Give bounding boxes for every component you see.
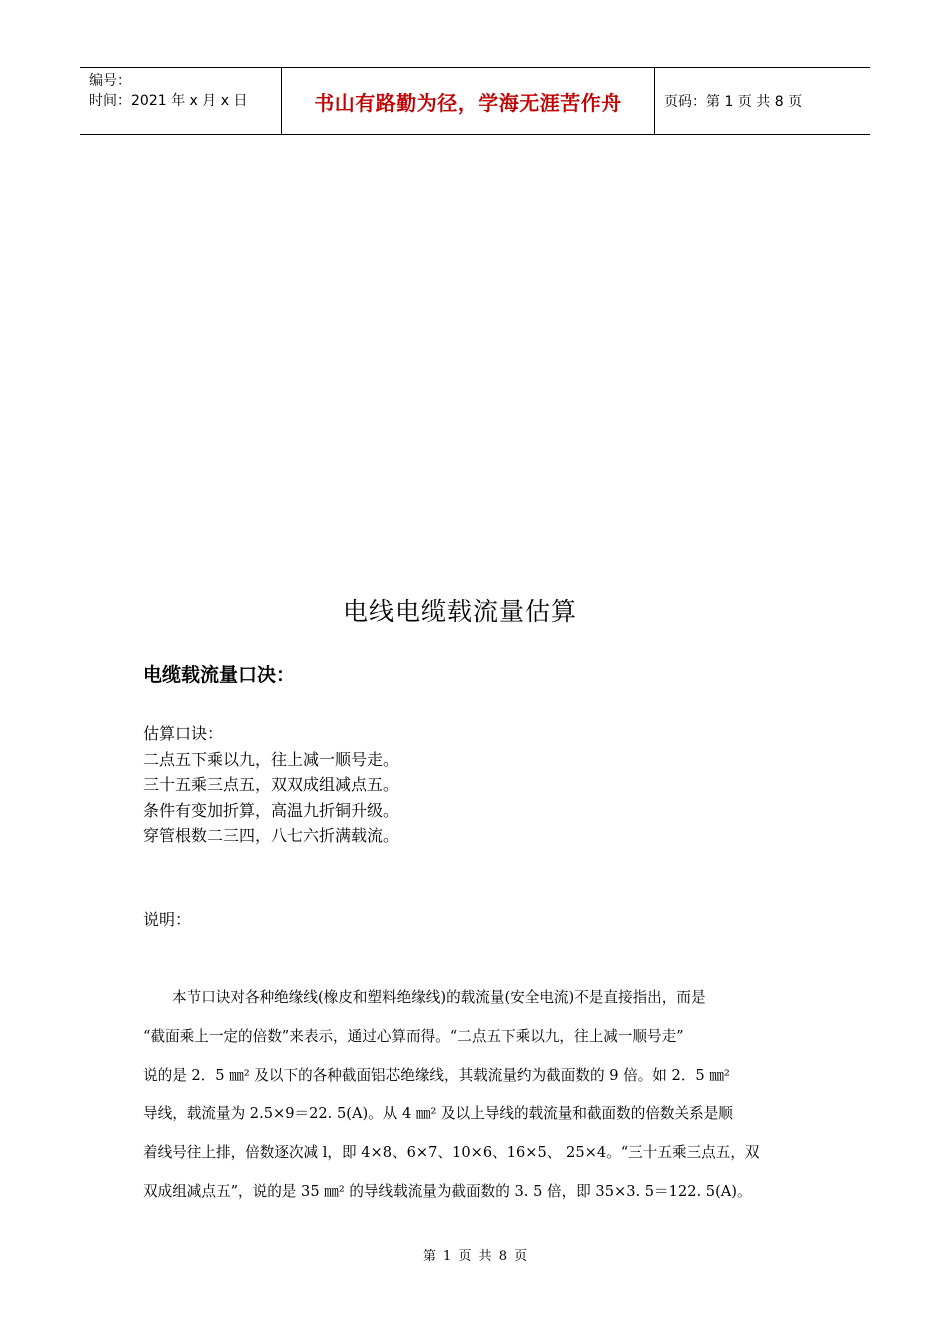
- paragraph-line: 本节口诀对各种绝缘线(橡皮和塑料绝缘线)的载流量(安全电流)不是直接指出，而是: [172, 989, 706, 1006]
- paragraph-line: 双成组减点五”，说的是 35 ㎜² 的导线载流量为截面数的 3. 5 倍，即 35×3. 5＝122. 5(A)。: [143, 1182, 752, 1200]
- explanation-paragraph: [143, 979, 808, 1212]
- header-page-info: 页码：第 1 页 共 8 页: [664, 94, 803, 110]
- page-footer: 第 1 页 共 8 页: [422, 1249, 528, 1264]
- document-title: 电线电缆载流量估算: [342, 597, 577, 626]
- formula-line: 三十五乘三点五，双双成组减点五。: [143, 775, 400, 794]
- document-date: 时间：2021 年 x 月 x 日: [89, 93, 248, 109]
- formula-line: 条件有变加折算，高温九折铜升级。: [143, 800, 400, 820]
- formula-line: 二点五下乘以九，往上减一顺号走。: [143, 749, 400, 769]
- formula-line: 穿管根数二三四，八七六折满载流。: [143, 826, 400, 845]
- formula-label: 估算口诀：: [143, 724, 224, 743]
- header-motto: 书山有路勤为径，学海无涯苦作舟: [281, 68, 655, 134]
- document-number-label: 编号：: [89, 73, 131, 89]
- section-heading: 电缆载流量口决：: [143, 664, 296, 686]
- paragraph-line: “截面乘上一定的倍数”来表示，通过心算而得。“二点五下乘以九，往上减一顺号走”: [143, 1027, 684, 1045]
- formula-block: [143, 721, 399, 849]
- paragraph-line: 着线号往上排，倍数逐次减 l，即 4×8、6×7、10×6、16×5、 25×4。“三十五乘三点五，双: [143, 1144, 760, 1162]
- header-table: [80, 67, 870, 135]
- paragraph-line: 说的是 2．5 ㎜² 及以下的各种截面铝芯绝缘线，其载流量约为截面数的 9 倍。如 2．5 ㎜²: [143, 1066, 730, 1084]
- explanation-label: 说明：: [143, 910, 192, 929]
- paragraph-line: 导线，载流量为 2.5×9＝22. 5(A)。从 4 ㎜² 及以上导线的载流量和截面数的倍数关系是顺: [143, 1105, 733, 1123]
- header-meta-cell: [80, 68, 281, 134]
